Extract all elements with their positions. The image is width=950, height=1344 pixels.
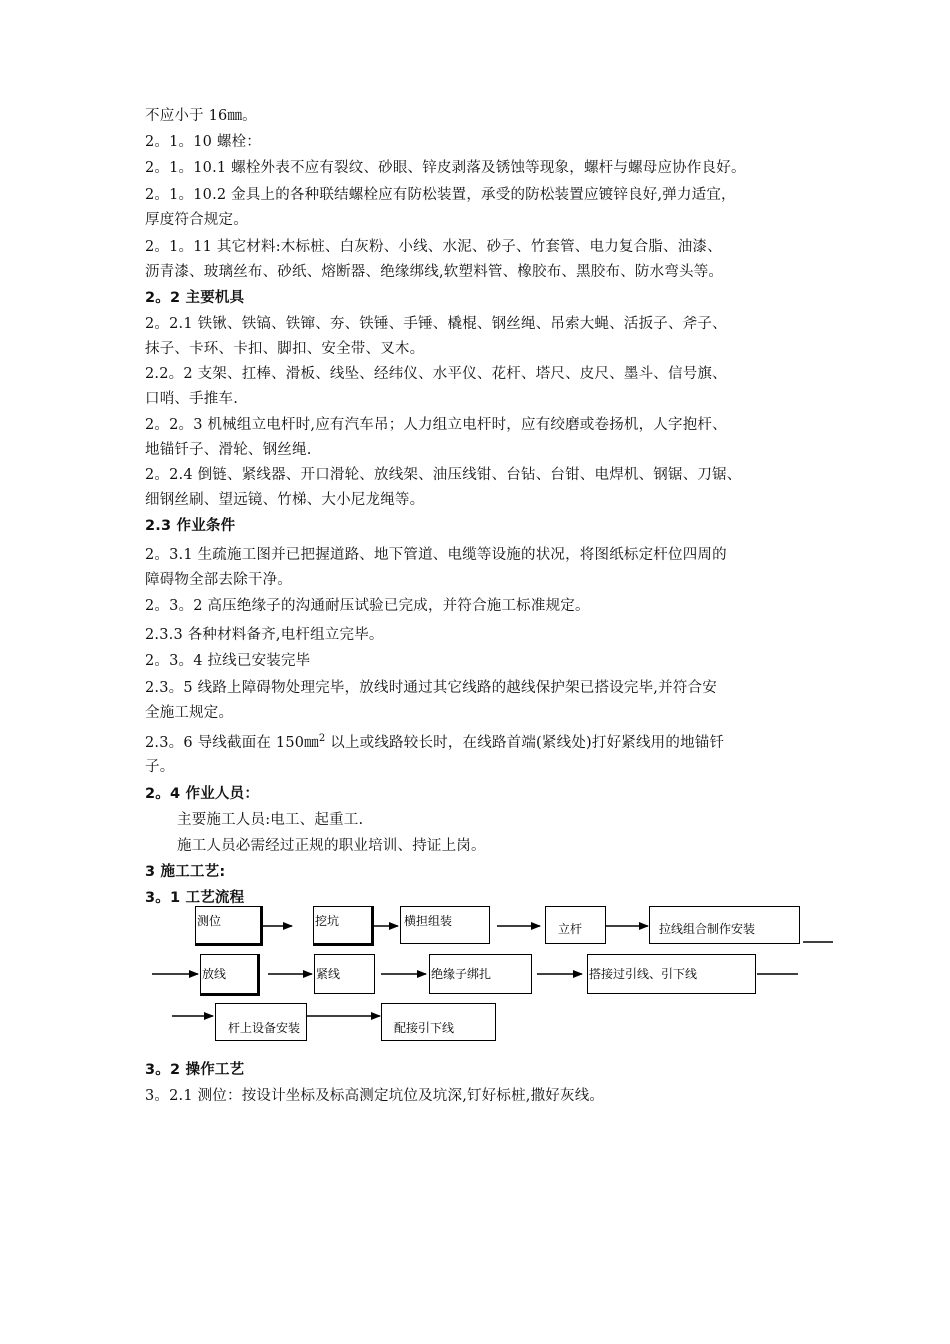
flow-step-guy-wire [649,906,800,944]
text-fragment: 2.3。6 导线截面在 150㎜ [145,735,319,751]
section-heading: 2。4 作业人员： [145,786,260,802]
text-line: 施工人员必需经过正规的职业培训、持证上岗。 [177,838,486,854]
flow-step-label: 杆上设备安装 [228,1020,301,1035]
text-line: 厚度符合规定。 [145,212,248,228]
text-line: 2。3。2 高压绝缘子的沟通耐压试验已完成，并符合施工标准规定。 [145,598,590,614]
flow-step-label: 测位 [197,913,222,928]
text-line: 2。2.4 倒链、紧线器、开口滑轮、放线架、油压线钳、台钻、台钳、电焊机、钢锯、刀锯、 [145,467,742,483]
text-line: 2。1。11 其它材料:木标桩、白灰粉、小线、水泥、砂子、竹套管、电力复合脂、油漆、 [145,239,722,255]
text-line: 全施工规定。 [145,705,234,721]
section-heading: 2.3 作业条件 [145,518,236,534]
text-line: 2。1。10.2 金具上的各种联结螺栓应有防松装置，承受的防松装置应镀锌良好,弹力适宜， [145,187,736,203]
text-line: 2.2。2 支架、扛棒、滑板、线坠、经纬仪、水平仪、花杆、塔尺、皮尺、墨斗、信号旗、 [145,366,727,382]
flow-step-jumper [587,954,756,994]
flow-step-label: 紧线 [316,966,341,981]
flow-step-label: 横担组装 [404,913,453,928]
text-line: 细钢丝刷、望远镜、竹梯、大小尼龙绳等。 [145,492,425,508]
text-line: 2.3.3 各种材料备齐,电杆组立完毕。 [145,627,384,643]
flow-step-label: 绝缘子绑扎 [431,966,492,981]
flow-step-label: 放线 [202,966,227,981]
flow-step-pay-out [200,954,260,996]
text-line: 子。 [145,759,175,775]
text-line [145,729,724,753]
section-heading: 2。2 主要机具 [145,290,245,306]
flow-step-dig [313,906,374,946]
flow-step-label: 立杆 [558,921,583,936]
flow-step-label: 配接引下线 [394,1020,455,1035]
text-line: 抹子、卡环、卡扣、脚扣、安全带、叉木。 [145,341,425,357]
text-line: 2。1。10.1 螺栓外表不应有裂纹、砂眼、锌皮剥落及锈蚀等现象，螺杆与螺母应协作良好。 [145,160,746,176]
flow-step-equipment [215,1003,307,1041]
text-line: 2。2.1 铁锹、铁镐、铁镩、夯、铁锤、手锤、橇棍、钢丝绳、吊索大蝇、活扳子、斧子、 [145,316,727,332]
text-line: 主要施工人员:电工、起重工. [177,812,364,828]
text-line: 2。3。4 拉线已安装完毕 [145,653,311,669]
flow-step-tension [314,954,375,994]
text-line: 2。1。10 螺栓： [145,134,262,150]
section-heading: 3 施工工艺: [145,864,226,880]
text-line: 3。2.1 测位：按设计坐标及标高测定坑位及坑深,钉好标桩,撒好灰线。 [145,1088,605,1104]
text-line: 沥青漆、玻璃丝布、砂纸、熔断器、绝缘绑线,软塑料管、橡胶布、黑胶布、防水弯头等。 [145,264,724,280]
flow-step-measure [195,906,263,946]
text-line: 口哨、手推车. [145,391,239,407]
section-heading: 3。1 工艺流程 [145,890,245,906]
flow-step-insulator [429,954,532,994]
text-line: 2。2。3 机械组立电杆时,应有汽车吊；人力组立电杆时，应有绞磨或卷扬机，人字抱杆、 [145,417,727,433]
section-heading: 3。2 操作工艺 [145,1062,245,1078]
flow-step-label: 挖坑 [315,913,340,928]
superscript: 2 [318,733,326,744]
flow-step-crossarm [400,906,490,944]
flow-step-label: 拉线组合制作安装 [659,921,756,936]
flow-step-erect-pole [545,906,606,944]
text-line: 障碍物全部去除干净。 [145,572,292,588]
text-fragment: 以上或线路较长时，在线路首端(紧线处)打好紧线用的地锚钎 [325,735,725,751]
flow-step-downlead [381,1003,496,1041]
text-line: 2.3。5 线路上障碍物处理完毕，放线时通过其它线路的越线保护架已搭设完毕,并符合安 [145,680,717,696]
text-line: 不应小于 16㎜。 [145,108,257,124]
flow-step-label: 搭接过引线、引下线 [589,966,698,981]
text-line: 2。3.1 生疏施工图并已把握道路、地下管道、电缆等设施的状况，将图纸标定杆位四周的 [145,547,727,563]
text-line: 地锚钎子、滑轮、钢丝绳. [145,442,312,458]
